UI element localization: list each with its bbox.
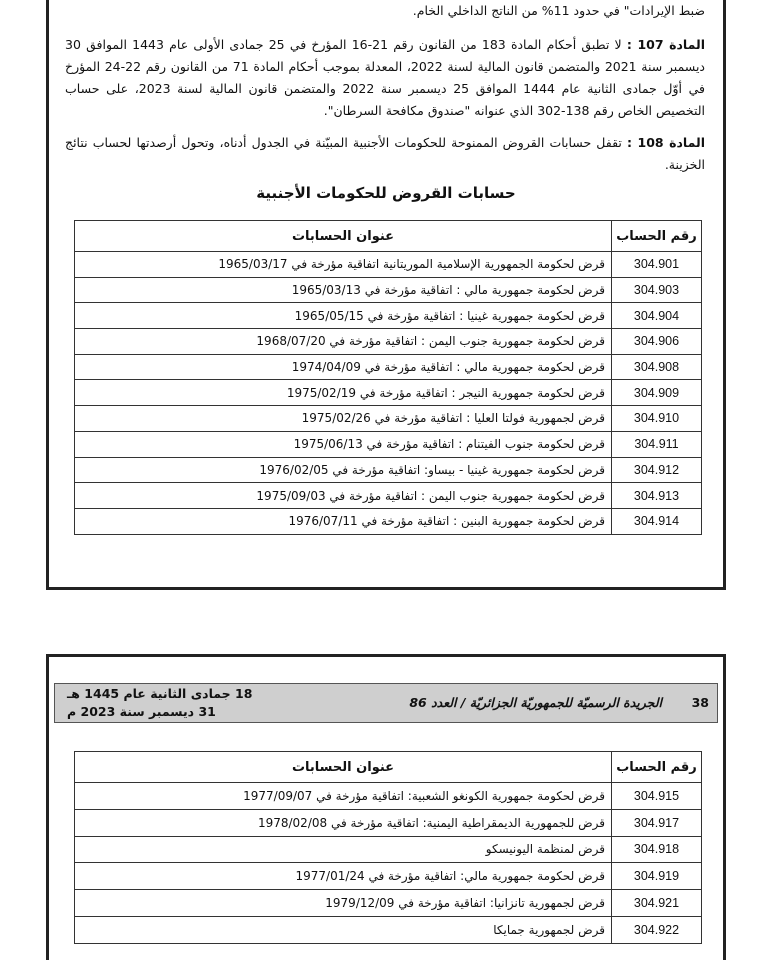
- account-title: قرض لحكومة جمهورية مالي: اتفاقية مؤرخة في 1977/01/24: [75, 863, 612, 890]
- account-title: قرض لحكومة جمهورية جنوب اليمن : اتفاقية مؤرخة في 1975/09/03: [75, 483, 612, 509]
- table-header-row: [75, 752, 702, 783]
- column-header-title: عنوان الحسابات: [75, 752, 612, 783]
- article-108-text: تقفل حسابات القروض الممنوحة للحكومات الأجنبية المبيّنة في الجدول أدناه، وتحول أرصدتها لحساب نتائج الخزينة.: [65, 135, 705, 172]
- column-header-number: رقم الحساب: [612, 752, 702, 783]
- gazette-page-upper: [46, 0, 726, 590]
- account-title: قرض لحكومة جمهورية مالي : اتفاقية مؤرخة في 1974/04/09: [75, 354, 612, 380]
- table-row: [75, 457, 702, 483]
- page-header: [54, 683, 718, 723]
- article-108: [65, 132, 705, 176]
- account-number: 304.914: [612, 508, 702, 534]
- account-number: 304.910: [612, 406, 702, 432]
- account-title: قرض لحكومة جمهورية مالي : اتفاقية مؤرخة في 1965/03/13: [75, 277, 612, 303]
- table-row: [75, 783, 702, 810]
- table-row: [75, 380, 702, 406]
- article-107: [65, 34, 705, 122]
- account-title: قرض لجمهورية جمايكا: [75, 916, 612, 943]
- article-107-text: لا تطبق أحكام المادة 183 من القانون رقم 21-16 المؤرخ في 25 جمادى الأولى عام 1443 الموافق 30 ديسمبر سنة 2021 والمتضمن قانون المالية لسنة 2022، المعدلة بموجب أحكام المادة 71 من القانون رقم 22-24 المؤرخ في أوّل جمادى الثانية عام 1444 الموافق 25 ديسمبر سنة 2022 والمتضمن قانون المالية لسنة 2023، على حساب التخصيص الخاص رقم 138-302 الذي عنوانه "صندوق مكافحة السرطان".: [65, 37, 705, 118]
- account-title: قرض لحكومة جمهورية النيجر : اتفاقية مؤرخة في 1975/02/19: [75, 380, 612, 406]
- account-number: 304.911: [612, 431, 702, 457]
- account-number: 304.904: [612, 303, 702, 329]
- table-row: [75, 329, 702, 355]
- table-row: [75, 836, 702, 863]
- account-title: قرض للجمهورية الديمقراطية اليمنية: اتفاقية مؤرخة في 1978/02/08: [75, 809, 612, 836]
- account-title: قرض لحكومة الجمهورية الإسلامية الموريتانية اتفاقية مؤرخة في 1965/03/17: [75, 252, 612, 278]
- table-row: [75, 252, 702, 278]
- account-number: 304.908: [612, 354, 702, 380]
- account-title: قرض لحكومة جمهورية غينيا - بيساو: اتفاقية مؤرخة في 1976/02/05: [75, 457, 612, 483]
- intro-paragraph: ضبط الإيرادات" في حدود 11% من الناتج الداخلي الخام.: [412, 3, 705, 18]
- account-number: 304.917: [612, 809, 702, 836]
- table-row: [75, 354, 702, 380]
- table-row: [75, 809, 702, 836]
- table-row: [75, 431, 702, 457]
- account-number: 304.906: [612, 329, 702, 355]
- table-header-row: [75, 221, 702, 252]
- table-row: [75, 277, 702, 303]
- column-header-number: رقم الحساب: [612, 221, 702, 252]
- gazette-title: الجريدة الرسميّة للجمهوريّة الجزائريّة / العدد 86: [409, 695, 662, 710]
- table-row: [75, 508, 702, 534]
- account-number: 304.921: [612, 890, 702, 917]
- account-title: قرض لجمهورية تانزانيا: اتفاقية مؤرخة في 1979/12/09: [75, 890, 612, 917]
- account-title: قرض لحكومة جمهورية البنين : اتفاقية مؤرخة في 1976/07/11: [75, 508, 612, 534]
- table-title: حسابات القروض للحكومات الأجنبية: [256, 184, 516, 202]
- date-gregorian: 31 ديسمبر سنة 2023 م: [67, 704, 216, 719]
- account-number: 304.922: [612, 916, 702, 943]
- account-number: 304.903: [612, 277, 702, 303]
- table-row: [75, 890, 702, 917]
- account-number: 304.901: [612, 252, 702, 278]
- table-row: [75, 303, 702, 329]
- page-number: 38: [691, 695, 709, 710]
- date-hijri: 18 جمادى الثانية عام 1445 هـ: [67, 686, 253, 701]
- gazette-page-lower: [46, 654, 726, 960]
- table-row: [75, 483, 702, 509]
- account-title: قرض لحكومة جمهورية جنوب اليمن : اتفاقية مؤرخة في 1968/07/20: [75, 329, 612, 355]
- account-number: 304.919: [612, 863, 702, 890]
- account-number: 304.913: [612, 483, 702, 509]
- table-row: [75, 863, 702, 890]
- column-header-title: عنوان الحسابات: [75, 221, 612, 252]
- account-title: قرض لحكومة جمهورية غينيا : اتفاقية مؤرخة في 1965/05/15: [75, 303, 612, 329]
- account-title: قرض لحكومة جمهورية الكونغو الشعبية: اتفاقية مؤرخة في 1977/09/07: [75, 783, 612, 810]
- account-number: 304.918: [612, 836, 702, 863]
- account-number: 304.915: [612, 783, 702, 810]
- account-number: 304.909: [612, 380, 702, 406]
- account-title: قرض لمنظمة اليونيسكو: [75, 836, 612, 863]
- account-number: 304.912: [612, 457, 702, 483]
- article-107-label: المادة 107 :: [626, 37, 705, 52]
- accounts-table-1: [74, 220, 702, 535]
- account-title: قرض لجمهورية فولتا العليا : اتفاقية مؤرخة في 1975/02/26: [75, 406, 612, 432]
- table-row: [75, 916, 702, 943]
- account-title: قرض لحكومة جنوب الفيتنام : اتفاقية مؤرخة في 1975/06/13: [75, 431, 612, 457]
- article-108-label: المادة 108 :: [627, 135, 705, 150]
- accounts-table-2: [74, 751, 702, 944]
- page-gap: [0, 592, 768, 654]
- table-row: [75, 406, 702, 432]
